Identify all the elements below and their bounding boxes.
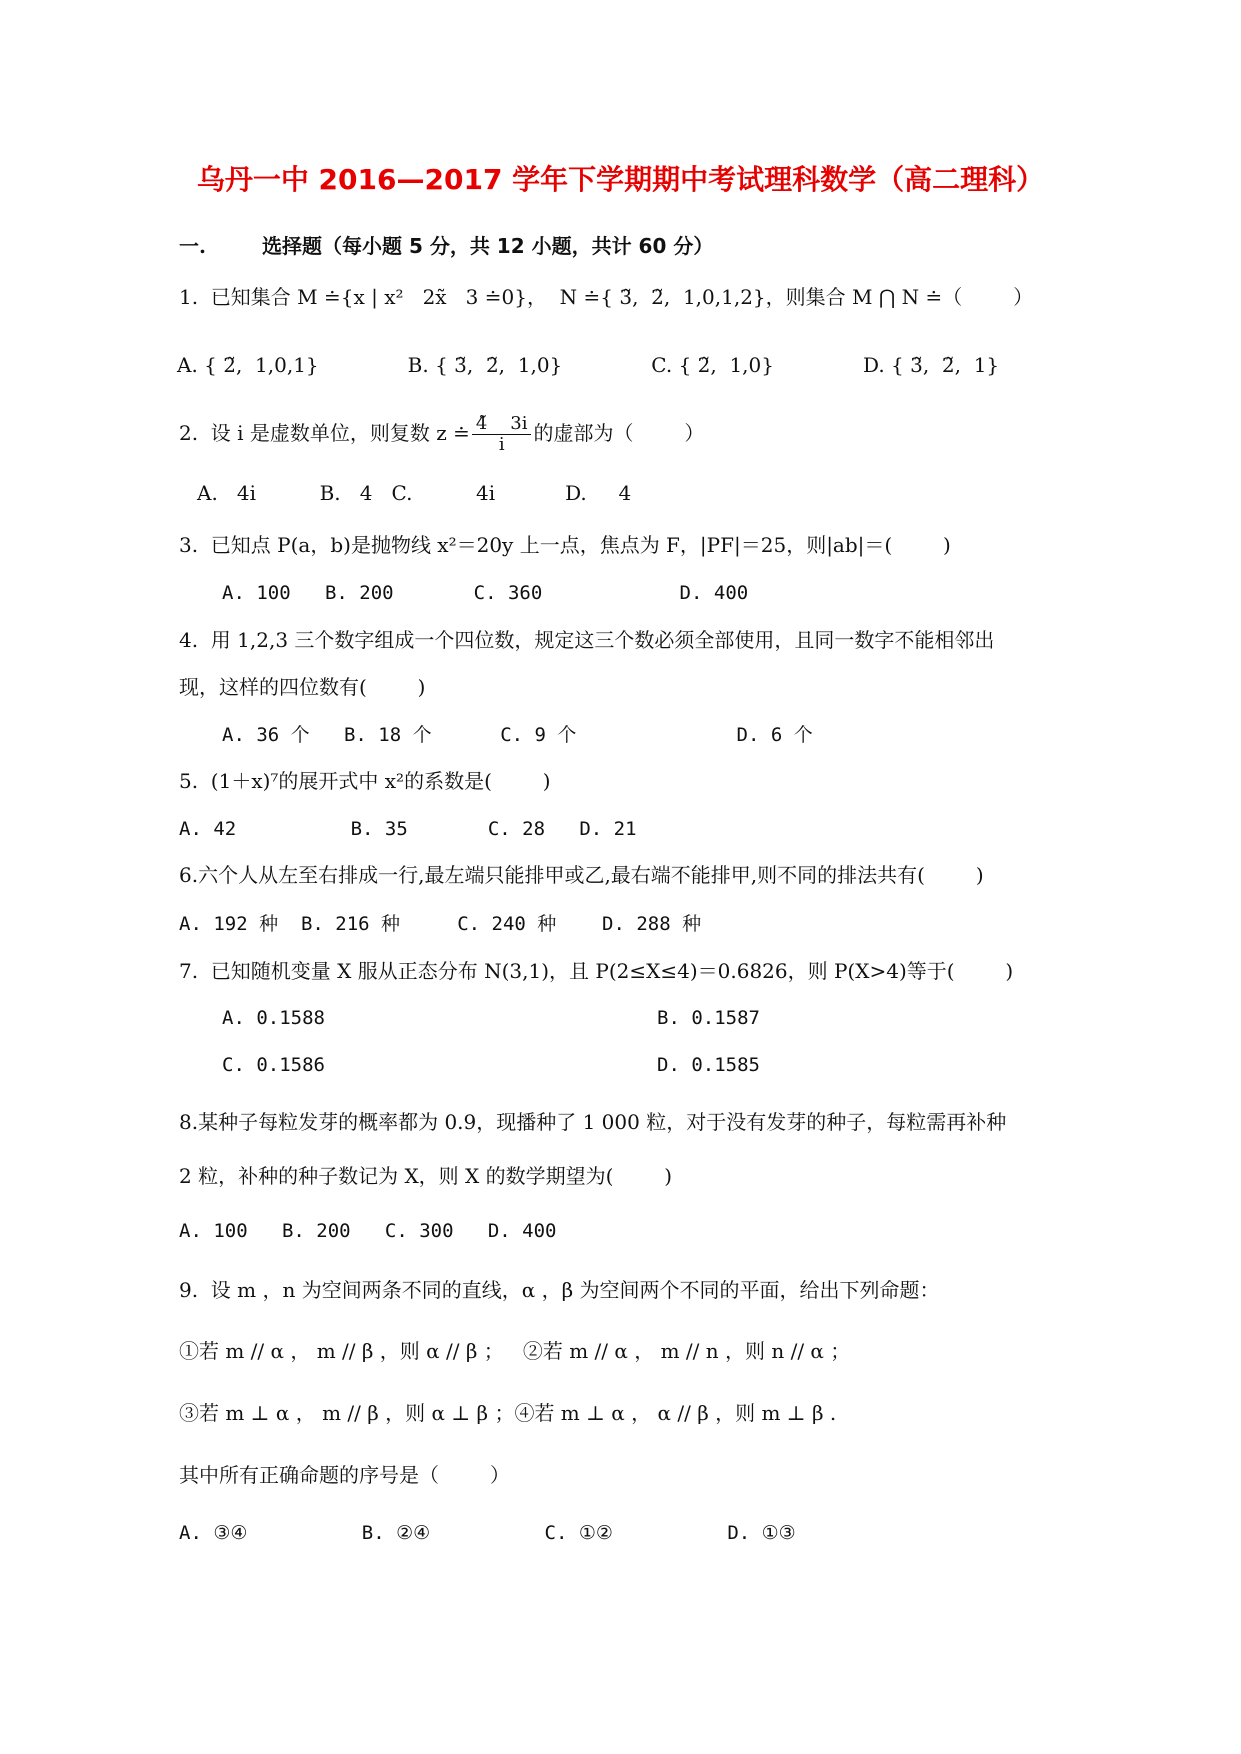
- exam-title: 乌丹一中 2016—2017 学年下学期期中考试理科数学（高二理科）: [196, 163, 1045, 196]
- question-1-stem: 1. 已知集合 M ≐{x | x² 2x̃ 3 ≐0}， N ≐{ 3̃, 2̃, 1,0,1,2}，则集合 M ⋂ N ≐（ ）: [179, 285, 1034, 309]
- question-1-options: A. { 2̃, 1,0,1} B. { 3̃, 2̃, 1,0} C. { 2̃, 1,0} D. { 3̃, 2̃, 1}: [177, 353, 1000, 377]
- question-4-stem-line1: 4. 用 1,2,3 三个数字组成一个四位数，规定这三个数必须全部使用，且同一数字不能相邻出: [179, 628, 995, 652]
- question-8-options: A. 100 B. 200 C. 300 D. 400: [179, 1220, 557, 1242]
- question-3-stem: 3. 已知点 P(a，b)是抛物线 x²＝20y 上一点，焦点为 F，|PF|＝25，则|ab|＝( ): [179, 533, 951, 557]
- question-9-propositions-2: ③若 m ⊥ α ， m // β ，则 α ⊥ β ；④若 m ⊥ α ， α // β ，则 m ⊥ β .: [179, 1401, 837, 1425]
- question-3-options: A. 100 B. 200 C. 360 D. 400: [222, 582, 749, 604]
- section-heading: 选择题（每小题 5 分，共 12 小题，共计 60 分）: [262, 234, 714, 258]
- question-7-stem: 7. 已知随机变量 X 服从正态分布 N(3,1)，且 P(2≤X≤4)＝0.6826，则 P(X>4)等于( ): [179, 959, 1014, 983]
- fraction-numerator: 4̃ 3i: [472, 414, 532, 435]
- question-5-stem: 5. (1＋x)⁷的展开式中 x²的系数是( ): [179, 769, 551, 793]
- question-9-options: A. ③④ B. ②④ C. ①② D. ①③: [179, 1522, 796, 1544]
- question-8-stem-line2: 2 粒，补种的种子数记为 X，则 X 的数学期望为( ): [179, 1164, 673, 1188]
- question-8-stem-line1: 8.某种子每粒发芽的概率都为 0.9，现播种了 1 000 粒，对于没有发芽的种子，每粒需再补种: [179, 1110, 1007, 1134]
- question-2-fraction: [472, 414, 532, 455]
- question-2-stem-pre: 2. 设 i 是虚数单位，则复数 z ≐: [179, 421, 470, 445]
- section-number: 一.: [179, 234, 206, 258]
- question-9-stem-2: 其中所有正确命题的序号是（ ）: [179, 1463, 510, 1487]
- question-6-stem: 6.六个人从左至右排成一行,最左端只能排甲或乙,最右端不能排甲,则不同的排法共有( ): [179, 863, 984, 887]
- fraction-denominator: i: [498, 434, 505, 455]
- question-7-option-d: D. 0.1585: [657, 1054, 760, 1076]
- question-4-stem-line2: 现，这样的四位数有( ): [179, 675, 426, 699]
- question-9-stem: 9. 设 m ，n 为空间两条不同的直线，α ，β 为空间两个不同的平面，给出下列命题：: [179, 1278, 940, 1302]
- question-7-option-b: B. 0.1587: [657, 1007, 760, 1029]
- question-2-options: A. 4i B. 4 C. 4i D. 4: [197, 481, 632, 505]
- question-2-stem: [179, 414, 704, 455]
- question-7-option-c: C. 0.1586: [222, 1054, 325, 1076]
- question-6-options: A. 192 种 B. 216 种 C. 240 种 D. 288 种: [179, 913, 702, 935]
- question-4-options: A. 36 个 B. 18 个 C. 9 个 D. 6 个: [222, 724, 813, 746]
- question-2-stem-post: 的虚部为（ ）: [533, 421, 705, 445]
- question-9-propositions-1: ①若 m // α ， m // β ，则 α // β ； ②若 m // α ， m // n ，则 n // α ；: [179, 1339, 851, 1363]
- question-5-options: A. 42 B. 35 C. 28 D. 21: [179, 818, 637, 840]
- question-7-option-a: A. 0.1588: [222, 1007, 325, 1029]
